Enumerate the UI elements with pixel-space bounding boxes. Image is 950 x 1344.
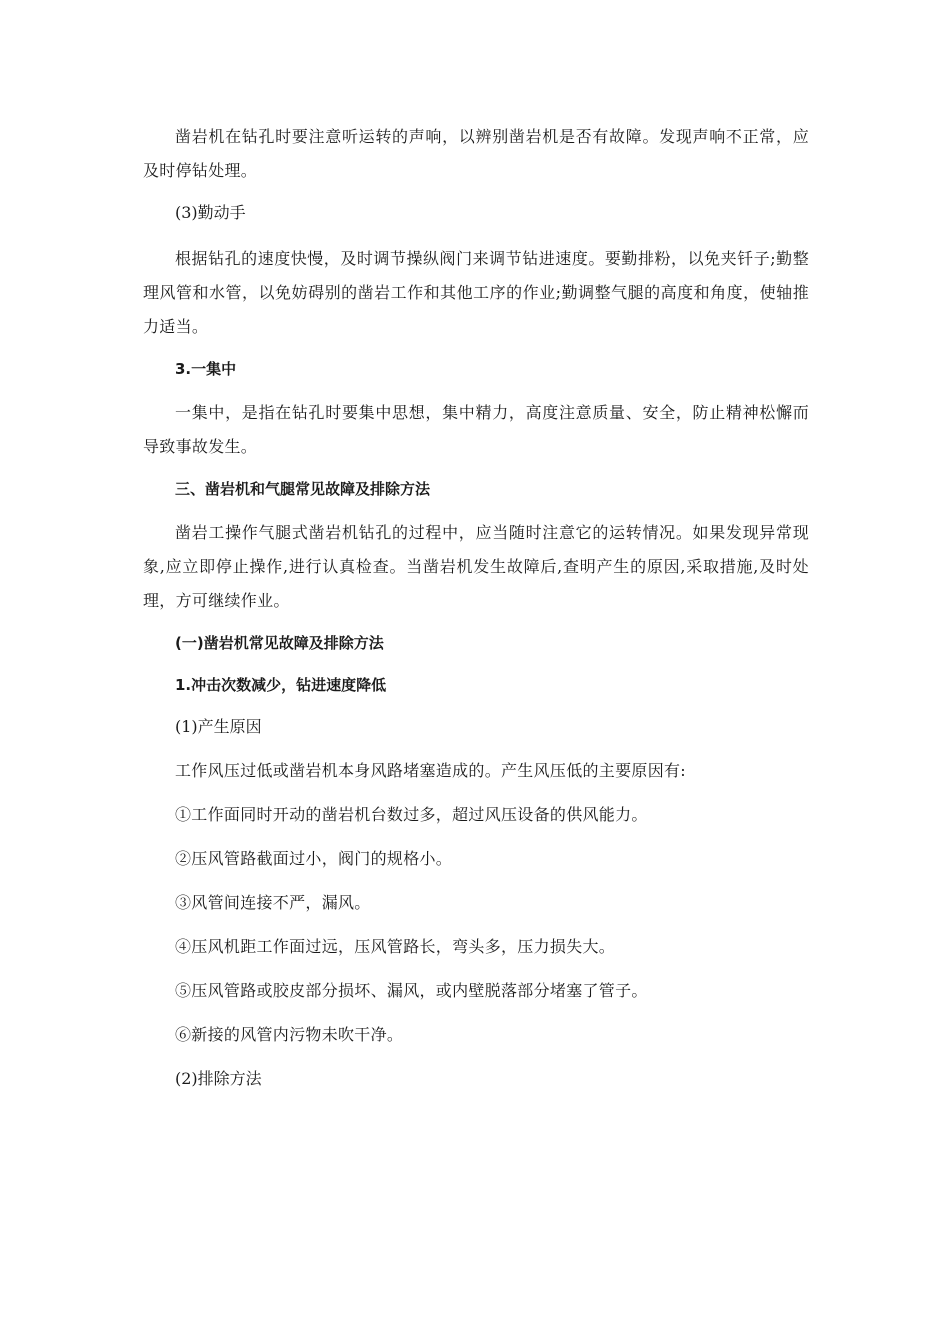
heading-section-three: 三、凿岩机和气腿常见故障及排除方法: [175, 480, 431, 498]
paragraph-hands: 根据钻孔的速度快慢，及时调节操纵阀门来调节钻进速度。要勤排粉，以免夹钎子;勤整理风管和水管，以免妨碍别的凿岩工作和其他工序的作业;勤调整气腿的高度和角度，使轴推力适当。: [143, 249, 809, 336]
subheading-remedy: (2)排除方法: [175, 1069, 262, 1088]
list-item: ③风管间连接不严，漏风。: [175, 893, 371, 912]
paragraph-operation: 凿岩工操作气腿式凿岩机钻孔的过程中，应当随时注意它的运转情况。如果发现异常现象,应立即停止操作,进行认真检查。当凿岩机发生故障后,查明产生的原因,采取措施,及时处理，方可继续作业。: [143, 523, 809, 610]
subheading-causes: (1)产生原因: [175, 717, 262, 736]
heading-focus: 3.一集中: [175, 360, 237, 378]
list-item: ②压风管路截面过小，阀门的规格小。: [175, 849, 453, 868]
heading-drill-faults: (一)凿岩机常见故障及排除方法: [175, 634, 384, 652]
list-item: ⑤压风管路或胶皮部分损坏、漏风，或内壁脱落部分堵塞了管子。: [175, 981, 648, 1000]
list-item: ⑥新接的风管内污物未吹干净。: [175, 1025, 404, 1044]
list-item: ④压风机距工作面过远，压风管路长，弯头多，压力损失大。: [175, 937, 616, 956]
subheading-hands: (3)勤动手: [175, 203, 246, 222]
document-body: [143, 120, 809, 1108]
paragraph-focus: 一集中，是指在钻孔时要集中思想，集中精力，高度注意质量、安全，防止精神松懈而导致事故发生。: [143, 403, 809, 456]
list-item: ①工作面同时开动的凿岩机台数过多，超过风压设备的供风能力。: [175, 805, 648, 824]
paragraph-listen: 凿岩机在钻孔时要注意听运转的声响，以辨别凿岩机是否有故障。发现声响不正常，应及时停钻处理。: [143, 127, 809, 180]
heading-impact-reduced: 1.冲击次数减少，钻进速度降低: [175, 676, 387, 694]
paragraph-pressure: 工作风压过低或凿岩机本身风路堵塞造成的。产生风压低的主要原因有:: [175, 761, 686, 780]
